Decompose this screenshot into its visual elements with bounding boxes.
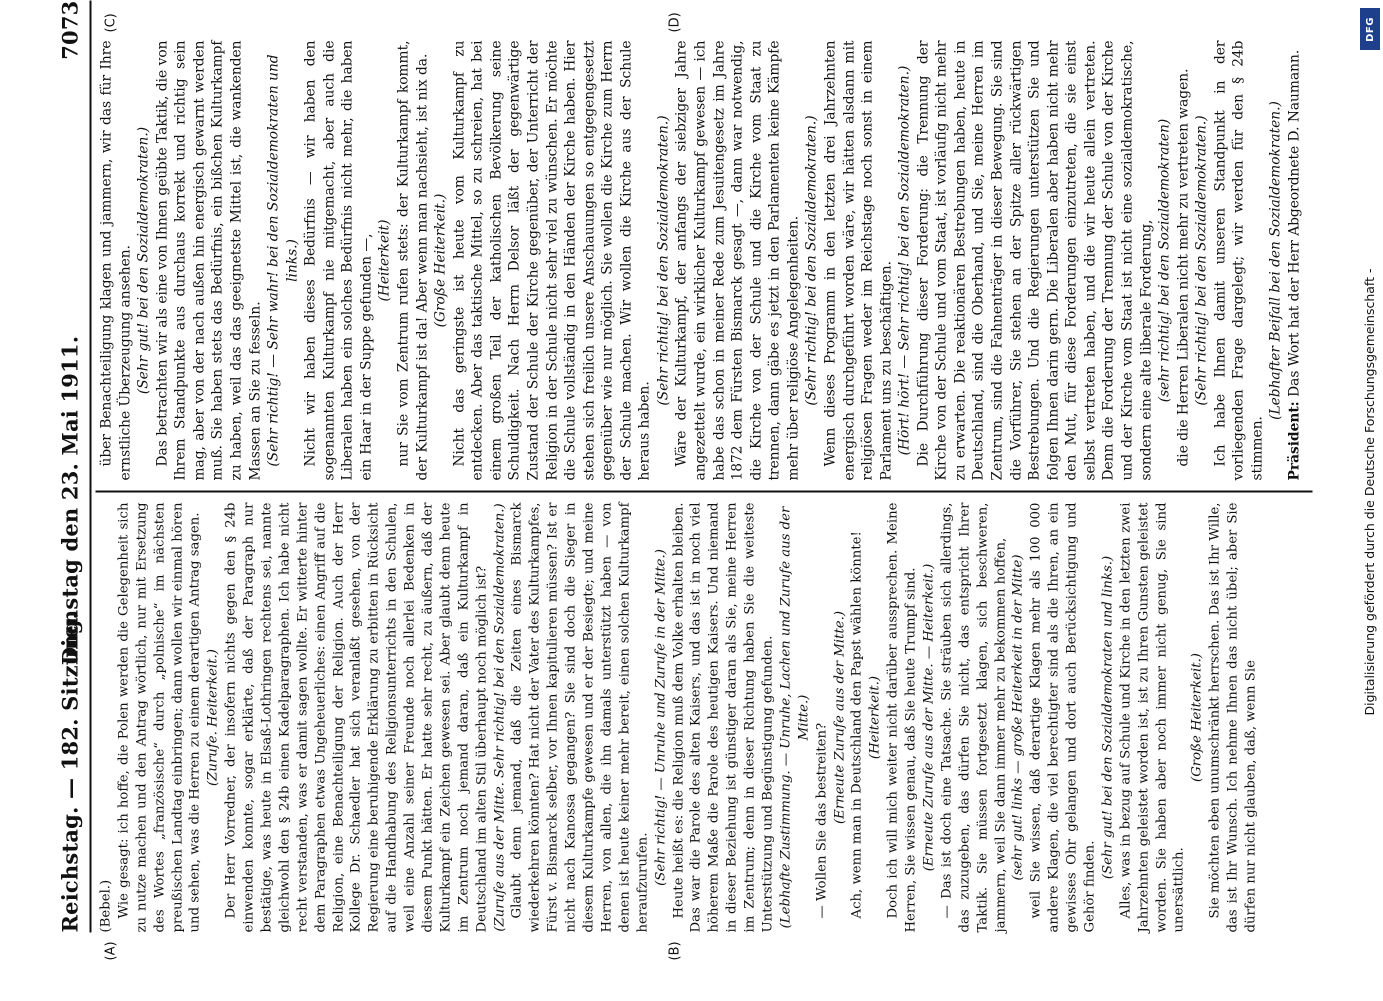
interjection: (sehr richtig! bei den Sozialdemokraten): [1156, 118, 1173, 403]
body-paragraph: nur Sie vom Zentrum rufen stets: der Kulturkampf kommt, der Kulturkampf ist da! Aber wenn man nachsieht, ist nix da.: [395, 40, 431, 481]
body-paragraph: Nicht das geringste ist heute vom Kulturkampf zu entdecken. Aber das taktische Mittel, so zu schreien, hat bei einem großen Teil der katholischen Bevölkerung seine Schuldigkeit. Nach Herrn Delsor läßt der gegenwärtige Zustand der Schule der Kirche gegenüber, der Unterricht der Religion in der Schule nicht sehr viel zu wünschen. Er möchte die Schule vollständig in den Händen der Kirche haben. Hier stehen sich freilich unsere Anschauungen so entgegengesetzt gegenüber wie nur möglich. Sie wollen die Kirche zum Herrn der Schule machen. Wir wollen die Kirche aus der Schule heraus haben.: [451, 40, 653, 481]
interjection: (Lebhafte Zustimmung. — Unruhe, Lachen und Zurufe aus der Mitte.): [778, 506, 812, 929]
body-paragraph: Alles, was in bezug auf Schule und Kirche in den letzten zwei Jahrzehnten geleistet worden ist, ist zu Ihren Gunsten geleistet worden. Sie haben aber noch immer nicht genug, Sie sind unersättlich.: [1118, 502, 1187, 933]
body-paragraph: Der Herr Vorredner, der insofern nichts gegen den § 24b einwenden konnte, sogar erklärte, daß der Paragraph nur bestätige, was heute in Elsaß-Lothringen rechtens sei, nannte gleichwohl den § 24b einen Kadelparagraphen. Ich habe nicht recht verstanden, was er damit sagen wollte. Er witterte hinter dem Paragraphen etwas Ungeheuerliches: einen Angriff auf die Religion, eine Benachteiligung der Religion. Auch der Herr Kollege Dr. Schaedler hat sich veranlaßt gesehen, von der Regierung eine beruhigende Erklärung zu erbitten in Rücksicht auf die Handhabung des Religionsunterrichts in den Schulen, weil eine Anzahl seiner Freunde noch allerlei Bedenken in diesem Punkt hätten. Er hatte sehr recht, zu äußern, daß der Kulturkampf ein Zeichen gewesen sei. Aber glaubt denn heute im Zentrum noch jemand daran, daß ein Kulturkampf in Deutschland im alten Stil überhaupt noch möglich ist?: [223, 502, 490, 933]
body-paragraph: Nicht wir haben dieses Bedürfnis — wir haben den sogenannten Kulturkampf nie mitgemacht, aber auch die Liberalen haben ein solches Bedürfnis nicht mehr, die haben ein Haar in der Suppe gefunden —,: [302, 40, 375, 481]
margin-mark-d: (D): [667, 12, 683, 33]
body-paragraph: Das betrachten wir als eine von Ihnen geübte Taktik, die von Ihrem Standpunkte aus durchaus korrekt und richtig sein mag, aber von der nach außen hin energisch gewarnt werden muß. Sie haben stets das Bedürfnis, ein bißchen Kulturkampf zu haben, weil das das geeignetste Mittel ist, die wankenden Massen an Sie zu fesseln.: [154, 40, 263, 481]
body-paragraph: — Das ist doch eine Tatsache. Sie sträuben sich allerdings, das zuzugeben, das dürfen Sie nicht, das entspricht Ihrer Taktik. Sie müssen fortgesetzt klagen, sich beschweren, jammern, weil Sie dann immer mehr zu bekommen hoffen,: [939, 502, 1009, 933]
header-rule: [90, 1, 92, 933]
document-page: [0, 1, 1383, 1001]
body-paragraph: die die Herren Liberalen nicht mehr zu vertreten wagen.: [1175, 68, 1192, 467]
speaker-tag: (Bebel.): [98, 879, 114, 933]
interjection: (Sehr richtig! bei den Sozialdemokraten.): [803, 115, 820, 406]
margin-mark-b: (B): [667, 941, 683, 961]
speaker-name: Präsident:: [1286, 401, 1303, 481]
interjection: (Sehr richtig! — Sehr wahr! bei den Sozialdemokraten und links.): [265, 54, 301, 467]
page-header: [58, 1, 88, 1001]
dfg-logo-text: DFG: [1364, 16, 1376, 42]
dfg-logo: [1360, 8, 1380, 50]
column-divider: [96, 491, 1313, 493]
interjection: (Sehr gut! bei den Sozialdemokraten.): [135, 126, 152, 395]
body-paragraph: Die Durchführung dieser Forderung: die Trennung der Kirche von der Schule und vom Staat, ist vorläufig nicht mehr zu erwarten. Die reaktionären Bestrebungen haben, heute in Deutschland, sind die Oberhand, und Sie, meine Herren im Zentrum, sind die Fahnenträger in dieser Bewegung. Sie sind die Vorführer, Sie stehen an der Spitze aller rückwärtigen Bestrebungen. Und die Regierungen unterstützen Sie und folgen Ihnen darin gern. Die Liberalen aber haben nicht mehr den Mut, für diese Forderungen einzutreten, die sie einst selbst vertreten haben, und die wir heute allein vertreten. Denn die Forderung der Trennung der Schule von der Kirche und der Kirche vom Staat ist nicht eine sozialdemokratische, sondern eine alte liberale Forderung,: [915, 40, 1154, 481]
body-paragraph: Heute heißt es: die Religion muß dem Volke erhalten bleiben. Das war die Parole des alten Kaisers, und das ist in noch viel höherem Maße die Parole des heutigen Kaisers. Und niemand in dieser Beziehung ist günstiger daran als Sie, meine Herren im Zentrum; denn in dieser Richtung haben Sie die weiteste Unterstützung und Begünstigung gefunden.: [671, 502, 776, 933]
interjection: (Erneute Zurufe aus der Mitte.): [832, 610, 848, 825]
speaker-text: Das Wort hat der Herr Abgeordnete D. Naumann.: [1286, 49, 1303, 402]
body-paragraph: Wäre der Kulturkampf, der anfangs der siebziger Jahre angezettelt wurde, ein wirklicher Kulturkampf gewesen — ich habe das schon in meiner Rede zum Jesuitengesetz im Jahre 1872 dem Fürsten Bismarck gesagt —, dann war notwendig, die Kirche von der Schule und die Kirche vom Staat zu trennen, dann gäbe es jetzt in den Parlamenten keine Kämpfe mehr über religiöse Angelegenheiten.: [673, 40, 802, 481]
margin-mark-c: (C): [103, 13, 119, 33]
header-session: Reichstag. — 182. Sitzung.: [57, 611, 83, 933]
interjection: (Sehr richtig! bei den Sozialdemokraten.): [1193, 115, 1210, 406]
body-paragraph: über Benachteiligung klagen und jammern, wir das für Ihre ernstliche Überzeugung ansehen.: [98, 40, 134, 481]
body-paragraph: Wie gesagt: ich hoffe, die Polen werden die Gelegenheit sich zu nutze machen und den Antrag wörtlich, nur mit Ersetzung des Wortes „französische“ durch „polnische“ im nächsten preußischen Landtag einbringen; dann wollen wir einmal hören und sehen, was die Herren zu einem derartigen Antrag sagen.: [116, 502, 203, 933]
body-paragraph: Wenn dieses Programm in den letzten drei Jahrzehnten energisch durchgeführt worden wäre, wir hätten alsdann mit religiösen Fragen weder im Reichstage noch sonst in einem Parlament uns zu beschäftigen.: [822, 40, 895, 481]
digitization-credit-text: Digitalisierung gefördert durch die Deutsche Forschungsgemeinschaft -: [1362, 268, 1377, 716]
interjection: (Sehr richtig! — Unruhe und Zurufe in der Mitte.): [653, 549, 669, 886]
header-page-number: 7073: [57, 0, 83, 60]
body-paragraph: Glaubt denn jemand, daß die Zeiten eines Bismarck wiederkehren könnten? Hat nicht der Vater des Kulturkampfes, Fürst v. Bismarck selber, vor Ihnen kapitulieren müssen? Ist er nicht nach Kanossa gegangen? Sie sind doch die Sieger in diesem Kulturkampfe gewesen und er der Besiegte; und meine Herren, von allen, die ihn damals unterstützt haben — von denen ist heute keiner mehr bereit, einen solchen Kulturkampf heraufzurufen.: [509, 502, 651, 933]
body-paragraph: — Wollen Sie das bestreiten?: [814, 722, 830, 919]
interjection: (Zurufe aus der Mitte. Sehr richtig! bei den Sozialdemokraten.): [492, 503, 508, 932]
interjection: (Heiterkeit.): [867, 675, 883, 760]
interjection: (Große Heiterkeit.): [432, 193, 449, 328]
body-paragraph: Ach, wenn man in Deutschland den Papst wählen könnte!: [849, 531, 865, 919]
body-paragraph: Ich habe Ihnen damit unseren Standpunkt in der vorliegenden Frage dargelegt; wir werden für den § 24b stimmen.: [1212, 40, 1266, 481]
right-text-column: [98, 41, 1305, 481]
margin-mark-a: (A): [103, 941, 119, 961]
interjection: (Sehr gut! bei den Sozialdemokraten und links.): [1100, 555, 1116, 880]
interjection: (Sehr richtig! bei den Sozialdemokraten.): [655, 115, 672, 406]
interjection: (Große Heiterkeit.): [1189, 653, 1205, 782]
interjection: (Heiterkeit): [376, 219, 393, 302]
interjection: (Hört! hört! — Sehr richtig! bei den Sozialdemokraten.): [896, 65, 913, 456]
interjection: (Erneute Zurufe aus der Mitte. — Heiterkeit.): [921, 563, 937, 872]
speaker-paragraph: [1286, 41, 1305, 481]
header-date: Dienstag den 23. Mai 1911.: [57, 335, 83, 666]
interjection: (Zurufe. Heiterkeit.): [205, 649, 221, 786]
left-text-column: [98, 503, 1261, 933]
body-paragraph: weil Sie wissen, daß derartige Klagen mehr als 100 000 andere Klagen, die viel berechtigter sind als die Ihren, an ein gewisses Ohr gelangen und dort auch Berücksichtigung und Gehör finden.: [1028, 502, 1098, 933]
interjection: (sehr gut! links — große Heiterkeit in der Mitte): [1010, 554, 1026, 881]
body-paragraph: Sie möchten eben unumschränkt herrschen. Das ist Ihr Wille, das ist Ihr Wunsch. Ich nehme Ihnen das nicht übel; aber Sie dürfen nur nicht glauben, daß, wenn Sie: [1207, 502, 1259, 933]
body-paragraph: Doch ich will mich weiter nicht darüber aussprechen. Meine Herren, Sie wissen genau, daß Sie heute Trumpf sind.: [885, 502, 919, 933]
digitization-credit-strip: [1358, 0, 1383, 1000]
interjection: (Lebhafter Beifall bei den Sozialdemokraten.): [1267, 101, 1284, 420]
